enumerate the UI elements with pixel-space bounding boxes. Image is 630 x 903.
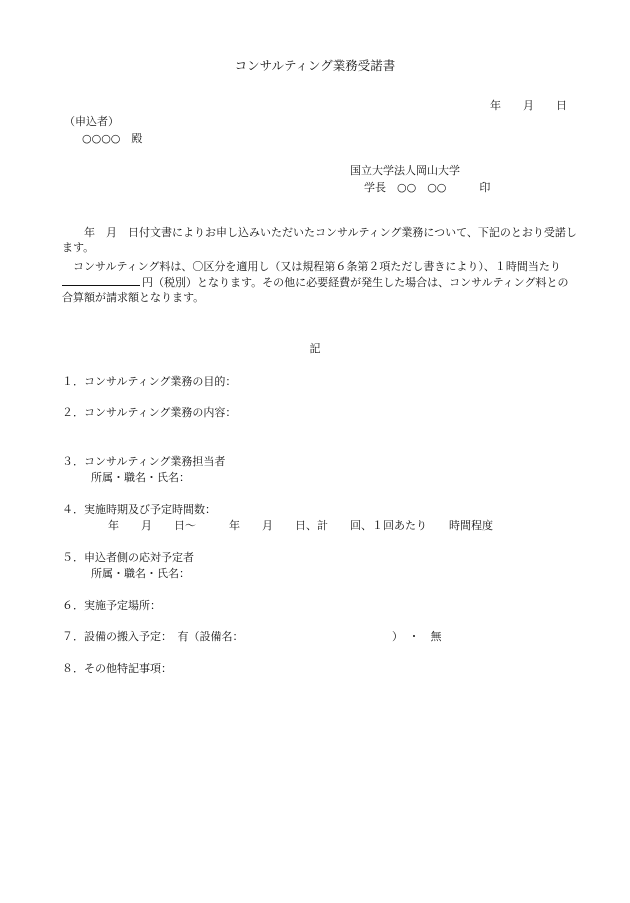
item-8: ８．その他特記事項： — [62, 662, 172, 675]
fee-paragraph — [62, 259, 578, 305]
president-signature-line: 学長 ○○ ○○ 印 — [364, 181, 491, 194]
fee-sentence-1: コンサルティング料は、〇区分を適用し（又は規程第６条第２項ただし書きにより）、１時間当たり — [62, 260, 561, 273]
document-title: コンサルティング業務受諾書 — [234, 58, 396, 73]
item-4: ４．実施時期及び予定時間数： — [62, 503, 216, 516]
applicant-label: （申込者） — [64, 115, 119, 128]
item-1: １．コンサルティング業務の目的： — [62, 375, 237, 388]
item-6: ６．実施予定場所： — [62, 599, 161, 612]
intro-paragraph: 年 月 日付文書によりお申し込みいただいたコンサルティング業務について、下記のとおり受諾します。 — [62, 226, 577, 254]
fee-sentence-2: 円（税別）となります。その他に必要経費が発生した場合は、コンサルティング料との合算額が請求額となります。 — [62, 276, 569, 304]
item-3: ３．コンサルティング業務担当者 — [62, 455, 226, 468]
item-3-sub: 所属・職名・氏名： — [91, 471, 190, 484]
item-4-sub: 年 月 日～ 年 月 日、計 回、１回あたり 時間程度 — [108, 519, 493, 532]
date-line: 年 月 日 — [490, 99, 567, 112]
item-5-sub: 所属・職名・氏名： — [91, 567, 190, 580]
item-2: ２．コンサルティング業務の内容： — [62, 406, 237, 419]
university-name: 国立大学法人岡山大学 — [350, 164, 460, 177]
item-7: ７．設備の搬入予定： 有（設備名： ） ・ 無 — [62, 630, 442, 643]
ki-heading: 記 — [309, 342, 321, 355]
fee-amount-blank — [62, 274, 140, 286]
item-5: ５．申込者側の応対予定者 — [62, 551, 194, 564]
applicant-name: ○○○○ 殿 — [82, 132, 143, 145]
